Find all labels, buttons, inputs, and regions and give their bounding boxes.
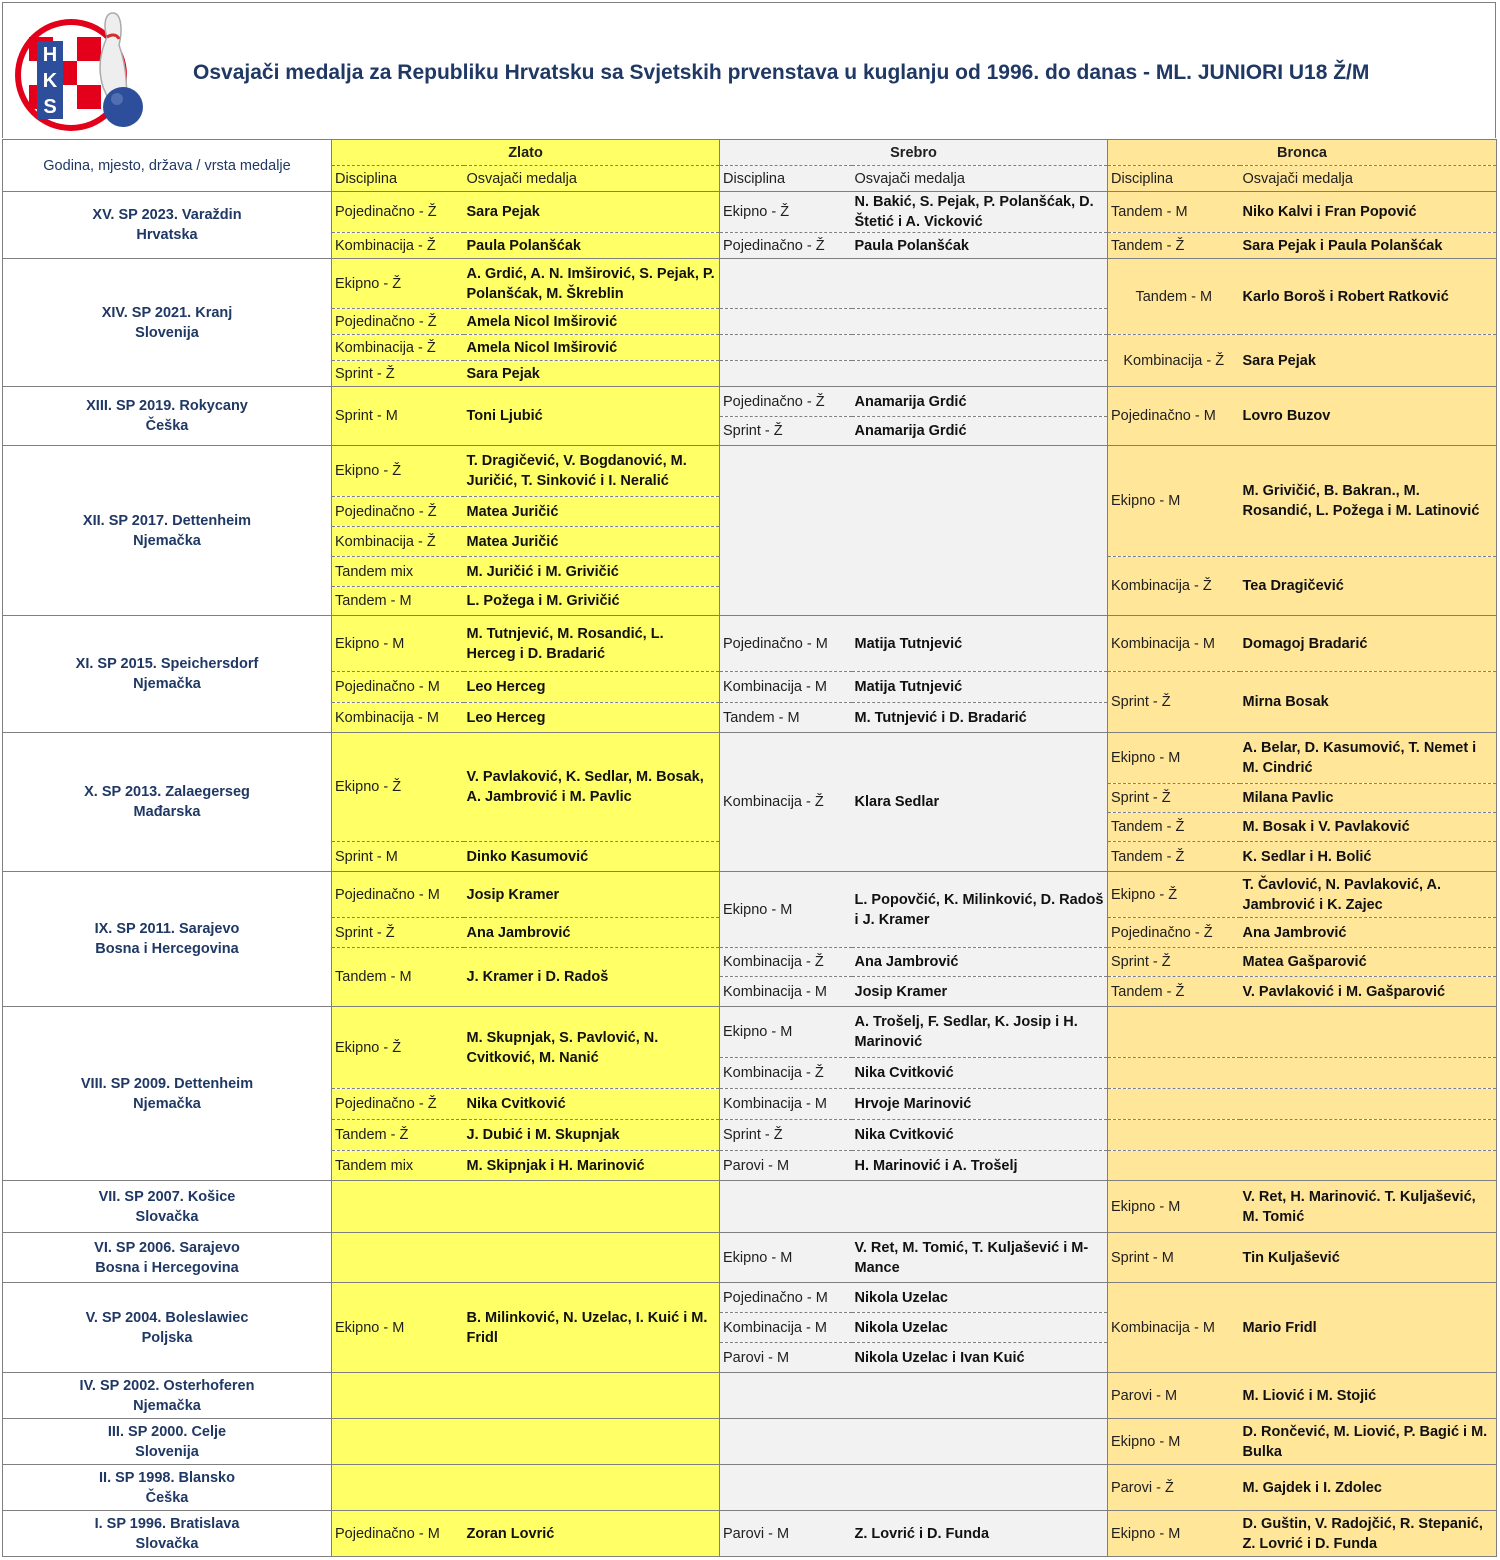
table-row bbox=[3, 872, 1497, 918]
empty-cell bbox=[1108, 1151, 1497, 1181]
gold-winners-header: Osvajači medalja bbox=[464, 166, 720, 192]
discipline-cell: Tandem - M bbox=[332, 948, 464, 1007]
empty-cell bbox=[1108, 1089, 1497, 1120]
winner-cell: Leo Herceg bbox=[464, 672, 720, 703]
winner-cell: D. Rončević, M. Liović, P. Bagić i M. Bulka bbox=[1240, 1419, 1497, 1465]
year-cell: XII. SP 2017. Dettenheim Njemačka bbox=[3, 446, 332, 616]
winner-cell: Lovro Buzov bbox=[1240, 387, 1497, 446]
discipline-cell: Tandem - Ž bbox=[1108, 813, 1240, 842]
empty-cell bbox=[720, 446, 1108, 616]
winner-cell: Toni Ljubić bbox=[464, 387, 720, 446]
header-banner bbox=[2, 2, 1496, 138]
bronze-discipline-header: Disciplina bbox=[1108, 166, 1240, 192]
winner-cell: Matija Tutnjević bbox=[852, 672, 1108, 703]
winner-cell: Nika Cvitković bbox=[464, 1089, 720, 1120]
empty-cell bbox=[720, 1465, 1108, 1511]
year-cell: X. SP 2013. Zalaegerseg Mađarska bbox=[3, 733, 332, 872]
discipline-cell: Sprint - Ž bbox=[1108, 784, 1240, 813]
winner-cell: Niko Kalvi i Fran Popović bbox=[1240, 192, 1497, 233]
empty-cell bbox=[1108, 1007, 1497, 1058]
winner-cell: Paula Polanšćak bbox=[464, 233, 720, 259]
discipline-cell: Pojedinačno - M bbox=[720, 616, 852, 672]
table-row bbox=[3, 1465, 1497, 1511]
discipline-cell: Tandem - Ž bbox=[332, 1120, 464, 1151]
winner-cell: L. Požega i M. Grivičić bbox=[464, 587, 720, 616]
table-row bbox=[3, 259, 1497, 309]
winner-cell: Leo Herceg bbox=[464, 703, 720, 733]
empty-cell bbox=[720, 1181, 1108, 1233]
winner-cell: Sara Pejak bbox=[464, 192, 720, 233]
discipline-cell: Kombinacija - Ž bbox=[1108, 557, 1240, 616]
table-row bbox=[3, 446, 1497, 497]
discipline-cell: Ekipno - M bbox=[1108, 1511, 1240, 1557]
discipline-cell: Pojedinačno - Ž bbox=[332, 192, 464, 233]
discipline-cell: Kombinacija - Ž bbox=[720, 733, 852, 872]
winner-cell: Matea Juričić bbox=[464, 497, 720, 527]
discipline-cell: Parovi - M bbox=[720, 1151, 852, 1181]
discipline-cell: Kombinacija - Ž bbox=[1108, 335, 1240, 387]
winner-cell: Ana Jambrović bbox=[1240, 918, 1497, 948]
winner-cell: H. Marinović i A. Trošelj bbox=[852, 1151, 1108, 1181]
year-cell: XV. SP 2023. Varaždin Hrvatska bbox=[3, 192, 332, 259]
winner-cell: Klara Sedlar bbox=[852, 733, 1108, 872]
empty-cell bbox=[720, 1419, 1108, 1465]
year-cell: XI. SP 2015. Speichersdorf Njemačka bbox=[3, 616, 332, 733]
discipline-cell: Sprint - M bbox=[332, 387, 464, 446]
empty-cell bbox=[720, 335, 1108, 361]
winner-cell: V. Pavlaković i M. Gašparović bbox=[1240, 977, 1497, 1007]
winner-cell: M. Liović i M. Stojić bbox=[1240, 1373, 1497, 1419]
winner-cell: D. Guštin, V. Radojčić, R. Stepanić, Z. Lovrić i D. Funda bbox=[1240, 1511, 1497, 1557]
winner-cell: L. Popovčić, K. Milinković, D. Radoš i J. Kramer bbox=[852, 872, 1108, 948]
discipline-cell: Kombinacija - Ž bbox=[720, 948, 852, 977]
winner-cell: Dinko Kasumović bbox=[464, 842, 720, 872]
discipline-cell: Pojedinačno - M bbox=[332, 672, 464, 703]
table-row bbox=[3, 1511, 1497, 1557]
discipline-cell: Pojedinačno - Ž bbox=[720, 233, 852, 259]
discipline-cell: Ekipno - Ž bbox=[720, 192, 852, 233]
table-row bbox=[3, 1181, 1497, 1233]
discipline-cell: Sprint - Ž bbox=[1108, 948, 1240, 977]
gold-discipline-header: Disciplina bbox=[332, 166, 464, 192]
winner-cell: Nikola Uzelac bbox=[852, 1283, 1108, 1313]
discipline-cell: Tandem - M bbox=[1108, 192, 1240, 233]
winner-cell: T. Čavlović, N. Pavlaković, A. Jambrović i K. Zajec bbox=[1240, 872, 1497, 918]
winner-cell: Karlo Boroš i Robert Ratković bbox=[1240, 259, 1497, 335]
discipline-cell: Tandem - Ž bbox=[1108, 977, 1240, 1007]
table-row bbox=[3, 1007, 1497, 1058]
year-column-header: Godina, mjesto, država / vrsta medalje bbox=[3, 140, 332, 192]
discipline-cell: Sprint - M bbox=[332, 842, 464, 872]
discipline-cell: Kombinacija - M bbox=[1108, 1283, 1240, 1373]
year-cell: VIII. SP 2009. Dettenheim Njemačka bbox=[3, 1007, 332, 1181]
empty-cell bbox=[332, 1181, 720, 1233]
discipline-cell: Pojedinačno - Ž bbox=[332, 497, 464, 527]
winner-cell: Sara Pejak bbox=[464, 361, 720, 387]
discipline-cell: Parovi - M bbox=[720, 1511, 852, 1557]
winner-cell: Matea Gašparović bbox=[1240, 948, 1497, 977]
winner-cell: Nika Cvitković bbox=[852, 1120, 1108, 1151]
discipline-cell: Pojedinačno - M bbox=[1108, 387, 1240, 446]
winner-cell: V. Ret, M. Tomić, T. Kuljašević i M-Mance bbox=[852, 1233, 1108, 1283]
winner-cell: Paula Polanšćak bbox=[852, 233, 1108, 259]
winner-cell: V. Ret, H. Marinović. T. Kuljašević, M. Tomić bbox=[1240, 1181, 1497, 1233]
table-row bbox=[3, 733, 1497, 784]
empty-cell bbox=[1108, 1120, 1497, 1151]
discipline-cell: Tandem mix bbox=[332, 1151, 464, 1181]
discipline-cell: Kombinacija - M bbox=[720, 1089, 852, 1120]
logo-letter-k: K bbox=[42, 70, 58, 92]
winner-cell: N. Bakić, S. Pejak, P. Polanšćak, D. Štetić i A. Vicković bbox=[852, 192, 1108, 233]
discipline-cell: Sprint - Ž bbox=[720, 417, 852, 446]
winner-cell: V. Pavlaković, K. Sedlar, M. Bosak, A. Jambrović i M. Pavlic bbox=[464, 733, 720, 842]
table-row bbox=[3, 616, 1497, 672]
discipline-cell: Pojedinačno - M bbox=[720, 1283, 852, 1313]
winner-cell: B. Milinković, N. Uzelac, I. Kuić i M. Fridl bbox=[464, 1283, 720, 1373]
empty-cell bbox=[720, 259, 1108, 309]
discipline-cell: Parovi - M bbox=[720, 1343, 852, 1373]
winner-cell: M. Juričić i M. Grivičić bbox=[464, 557, 720, 587]
discipline-cell: Ekipno - Ž bbox=[332, 733, 464, 842]
winner-cell: Domagoj Bradarić bbox=[1240, 616, 1497, 672]
discipline-cell: Ekipno - M bbox=[1108, 446, 1240, 557]
winner-cell: Amela Nicol Imširović bbox=[464, 335, 720, 361]
discipline-cell: Pojedinačno - Ž bbox=[332, 309, 464, 335]
discipline-cell: Ekipno - M bbox=[1108, 1419, 1240, 1465]
logo-letter-s: S bbox=[43, 96, 57, 118]
year-cell: IV. SP 2002. Osterhoferen Njemačka bbox=[3, 1373, 332, 1419]
medal-table bbox=[2, 139, 1497, 1557]
discipline-cell: Kombinacija - Ž bbox=[332, 527, 464, 557]
winner-cell: Anamarija Grdić bbox=[852, 387, 1108, 417]
year-cell: VII. SP 2007. Košice Slovačka bbox=[3, 1181, 332, 1233]
discipline-cell: Pojedinačno - Ž bbox=[332, 1089, 464, 1120]
silver-discipline-header: Disciplina bbox=[720, 166, 852, 192]
winner-cell: Tea Dragičević bbox=[1240, 557, 1497, 616]
winner-cell: Tin Kuljašević bbox=[1240, 1233, 1497, 1283]
year-cell: III. SP 2000. Celje Slovenija bbox=[3, 1419, 332, 1465]
winner-cell: M. Tutnjević i D. Bradarić bbox=[852, 703, 1108, 733]
year-cell: IX. SP 2011. Sarajevo Bosna i Hercegovina bbox=[3, 872, 332, 1007]
discipline-cell: Kombinacija - Ž bbox=[720, 1058, 852, 1089]
discipline-cell: Ekipno - M bbox=[720, 1007, 852, 1058]
winner-cell: Sara Pejak bbox=[1240, 335, 1497, 387]
table-row bbox=[3, 1419, 1497, 1465]
discipline-cell: Kombinacija - M bbox=[332, 703, 464, 733]
discipline-cell: Sprint - M bbox=[1108, 1233, 1240, 1283]
discipline-cell: Ekipno - M bbox=[332, 1283, 464, 1373]
discipline-cell: Tandem - M bbox=[332, 587, 464, 616]
bronze-winners-header: Osvajači medalja bbox=[1240, 166, 1497, 192]
empty-cell bbox=[332, 1419, 720, 1465]
page-title: Osvajači medalja za Republiku Hrvatsku sa Svjetskih prvenstava u kuglanju od 1996. do danas - ML. JUNIORI U18 Ž/M bbox=[193, 61, 1370, 84]
discipline-cell: Ekipno - Ž bbox=[332, 446, 464, 497]
discipline-cell: Sprint - Ž bbox=[332, 918, 464, 948]
discipline-cell: Kombinacija - Ž bbox=[332, 335, 464, 361]
discipline-cell: Kombinacija - M bbox=[720, 672, 852, 703]
discipline-cell: Ekipno - M bbox=[720, 1233, 852, 1283]
winner-cell: M. Tutnjević, M. Rosandić, L. Herceg i D. Bradarić bbox=[464, 616, 720, 672]
discipline-cell: Ekipno - M bbox=[332, 616, 464, 672]
discipline-cell: Pojedinačno - M bbox=[332, 1511, 464, 1557]
winner-cell: K. Sedlar i H. Bolić bbox=[1240, 842, 1497, 872]
discipline-cell: Ekipno - Ž bbox=[332, 1007, 464, 1089]
discipline-cell: Sprint - Ž bbox=[1108, 672, 1240, 733]
hks-logo-icon bbox=[9, 7, 149, 137]
year-cell: V. SP 2004. Boleslawiec Poljska bbox=[3, 1283, 332, 1373]
discipline-cell: Kombinacija - M bbox=[720, 1313, 852, 1343]
discipline-cell: Pojedinačno - Ž bbox=[720, 387, 852, 417]
discipline-cell: Tandem - M bbox=[720, 703, 852, 733]
discipline-cell: Kombinacija - M bbox=[1108, 616, 1240, 672]
winner-cell: Anamarija Grdić bbox=[852, 417, 1108, 446]
winner-cell: J. Dubić i M. Skupnjak bbox=[464, 1120, 720, 1151]
table-row bbox=[3, 1373, 1497, 1419]
discipline-cell: Tandem - Ž bbox=[1108, 842, 1240, 872]
discipline-cell: Kombinacija - Ž bbox=[332, 233, 464, 259]
discipline-cell: Ekipno - M bbox=[1108, 1181, 1240, 1233]
winner-cell: Sara Pejak i Paula Polanšćak bbox=[1240, 233, 1497, 259]
discipline-cell: Tandem mix bbox=[332, 557, 464, 587]
winner-cell: M. Grivičić, B. Bakran., M. Rosandić, L. Požega i M. Latinović bbox=[1240, 446, 1497, 557]
winner-cell: Amela Nicol Imširović bbox=[464, 309, 720, 335]
discipline-cell: Sprint - Ž bbox=[332, 361, 464, 387]
discipline-cell: Tandem - M bbox=[1108, 259, 1240, 335]
winner-cell: M. Skipnjak i H. Marinović bbox=[464, 1151, 720, 1181]
table-row bbox=[3, 387, 1497, 417]
winner-cell: Josip Kramer bbox=[852, 977, 1108, 1007]
winner-cell: A. Grdić, A. N. Imširović, S. Pejak, P. Polanšćak, M. Škreblin bbox=[464, 259, 720, 309]
empty-cell bbox=[720, 1373, 1108, 1419]
discipline-cell: Kombinacija - M bbox=[720, 977, 852, 1007]
empty-cell bbox=[720, 309, 1108, 335]
winner-cell: Nikola Uzelac bbox=[852, 1313, 1108, 1343]
winner-cell: J. Kramer i D. Radoš bbox=[464, 948, 720, 1007]
winner-cell: M. Gajdek i I. Zdolec bbox=[1240, 1465, 1497, 1511]
winner-cell: Z. Lovrić i D. Funda bbox=[852, 1511, 1108, 1557]
silver-header: Srebro bbox=[720, 140, 1108, 166]
winner-cell: Milana Pavlic bbox=[1240, 784, 1497, 813]
year-cell: XIII. SP 2019. Rokycany Češka bbox=[3, 387, 332, 446]
winner-cell: Hrvoje Marinović bbox=[852, 1089, 1108, 1120]
discipline-cell: Parovi - M bbox=[1108, 1373, 1240, 1419]
winner-cell: Zoran Lovrić bbox=[464, 1511, 720, 1557]
empty-cell bbox=[1108, 1058, 1497, 1089]
gold-header: Zlato bbox=[332, 140, 720, 166]
empty-cell bbox=[332, 1465, 720, 1511]
discipline-cell: Ekipno - Ž bbox=[1108, 872, 1240, 918]
winner-cell: Ana Jambrović bbox=[464, 918, 720, 948]
table-row bbox=[3, 192, 1497, 233]
winner-cell: Nikola Uzelac i Ivan Kuić bbox=[852, 1343, 1108, 1373]
winner-cell: Josip Kramer bbox=[464, 872, 720, 918]
discipline-cell: Ekipno - M bbox=[1108, 733, 1240, 784]
year-cell: VI. SP 2006. Sarajevo Bosna i Hercegovina bbox=[3, 1233, 332, 1283]
winner-cell: Mirna Bosak bbox=[1240, 672, 1497, 733]
discipline-cell: Pojedinačno - Ž bbox=[1108, 918, 1240, 948]
winner-cell: M. Bosak i V. Pavlaković bbox=[1240, 813, 1497, 842]
empty-cell bbox=[332, 1233, 720, 1283]
winner-cell: Mario Fridl bbox=[1240, 1283, 1497, 1373]
empty-cell bbox=[720, 361, 1108, 387]
winner-cell: Nika Cvitković bbox=[852, 1058, 1108, 1089]
winner-cell: M. Skupnjak, S. Pavlović, N. Cvitković, M. Nanić bbox=[464, 1007, 720, 1089]
winner-cell: A. Belar, D. Kasumović, T. Nemet i M. Cindrić bbox=[1240, 733, 1497, 784]
year-cell: II. SP 1998. Blansko Češka bbox=[3, 1465, 332, 1511]
discipline-cell: Tandem - Ž bbox=[1108, 233, 1240, 259]
table-row bbox=[3, 1283, 1497, 1313]
empty-cell bbox=[332, 1373, 720, 1419]
discipline-cell: Ekipno - Ž bbox=[332, 259, 464, 309]
winner-cell: Ana Jambrović bbox=[852, 948, 1108, 977]
winner-cell: Matija Tutnjević bbox=[852, 616, 1108, 672]
bronze-header: Bronca bbox=[1108, 140, 1497, 166]
discipline-cell: Ekipno - M bbox=[720, 872, 852, 948]
silver-winners-header: Osvajači medalja bbox=[852, 166, 1108, 192]
winner-cell: T. Dragičević, V. Bogdanović, M. Juričić, T. Sinković i I. Neralić bbox=[464, 446, 720, 497]
discipline-cell: Parovi - Ž bbox=[1108, 1465, 1240, 1511]
winner-cell: A. Trošelj, F. Sedlar, K. Josip i H. Marinović bbox=[852, 1007, 1108, 1058]
discipline-cell: Pojedinačno - M bbox=[332, 872, 464, 918]
table-row bbox=[3, 1233, 1497, 1283]
logo-letter-h: H bbox=[42, 44, 58, 66]
year-cell: XIV. SP 2021. Kranj Slovenija bbox=[3, 259, 332, 387]
year-cell: I. SP 1996. Bratislava Slovačka bbox=[3, 1511, 332, 1557]
winner-cell: Matea Juričić bbox=[464, 527, 720, 557]
discipline-cell: Sprint - Ž bbox=[720, 1120, 852, 1151]
